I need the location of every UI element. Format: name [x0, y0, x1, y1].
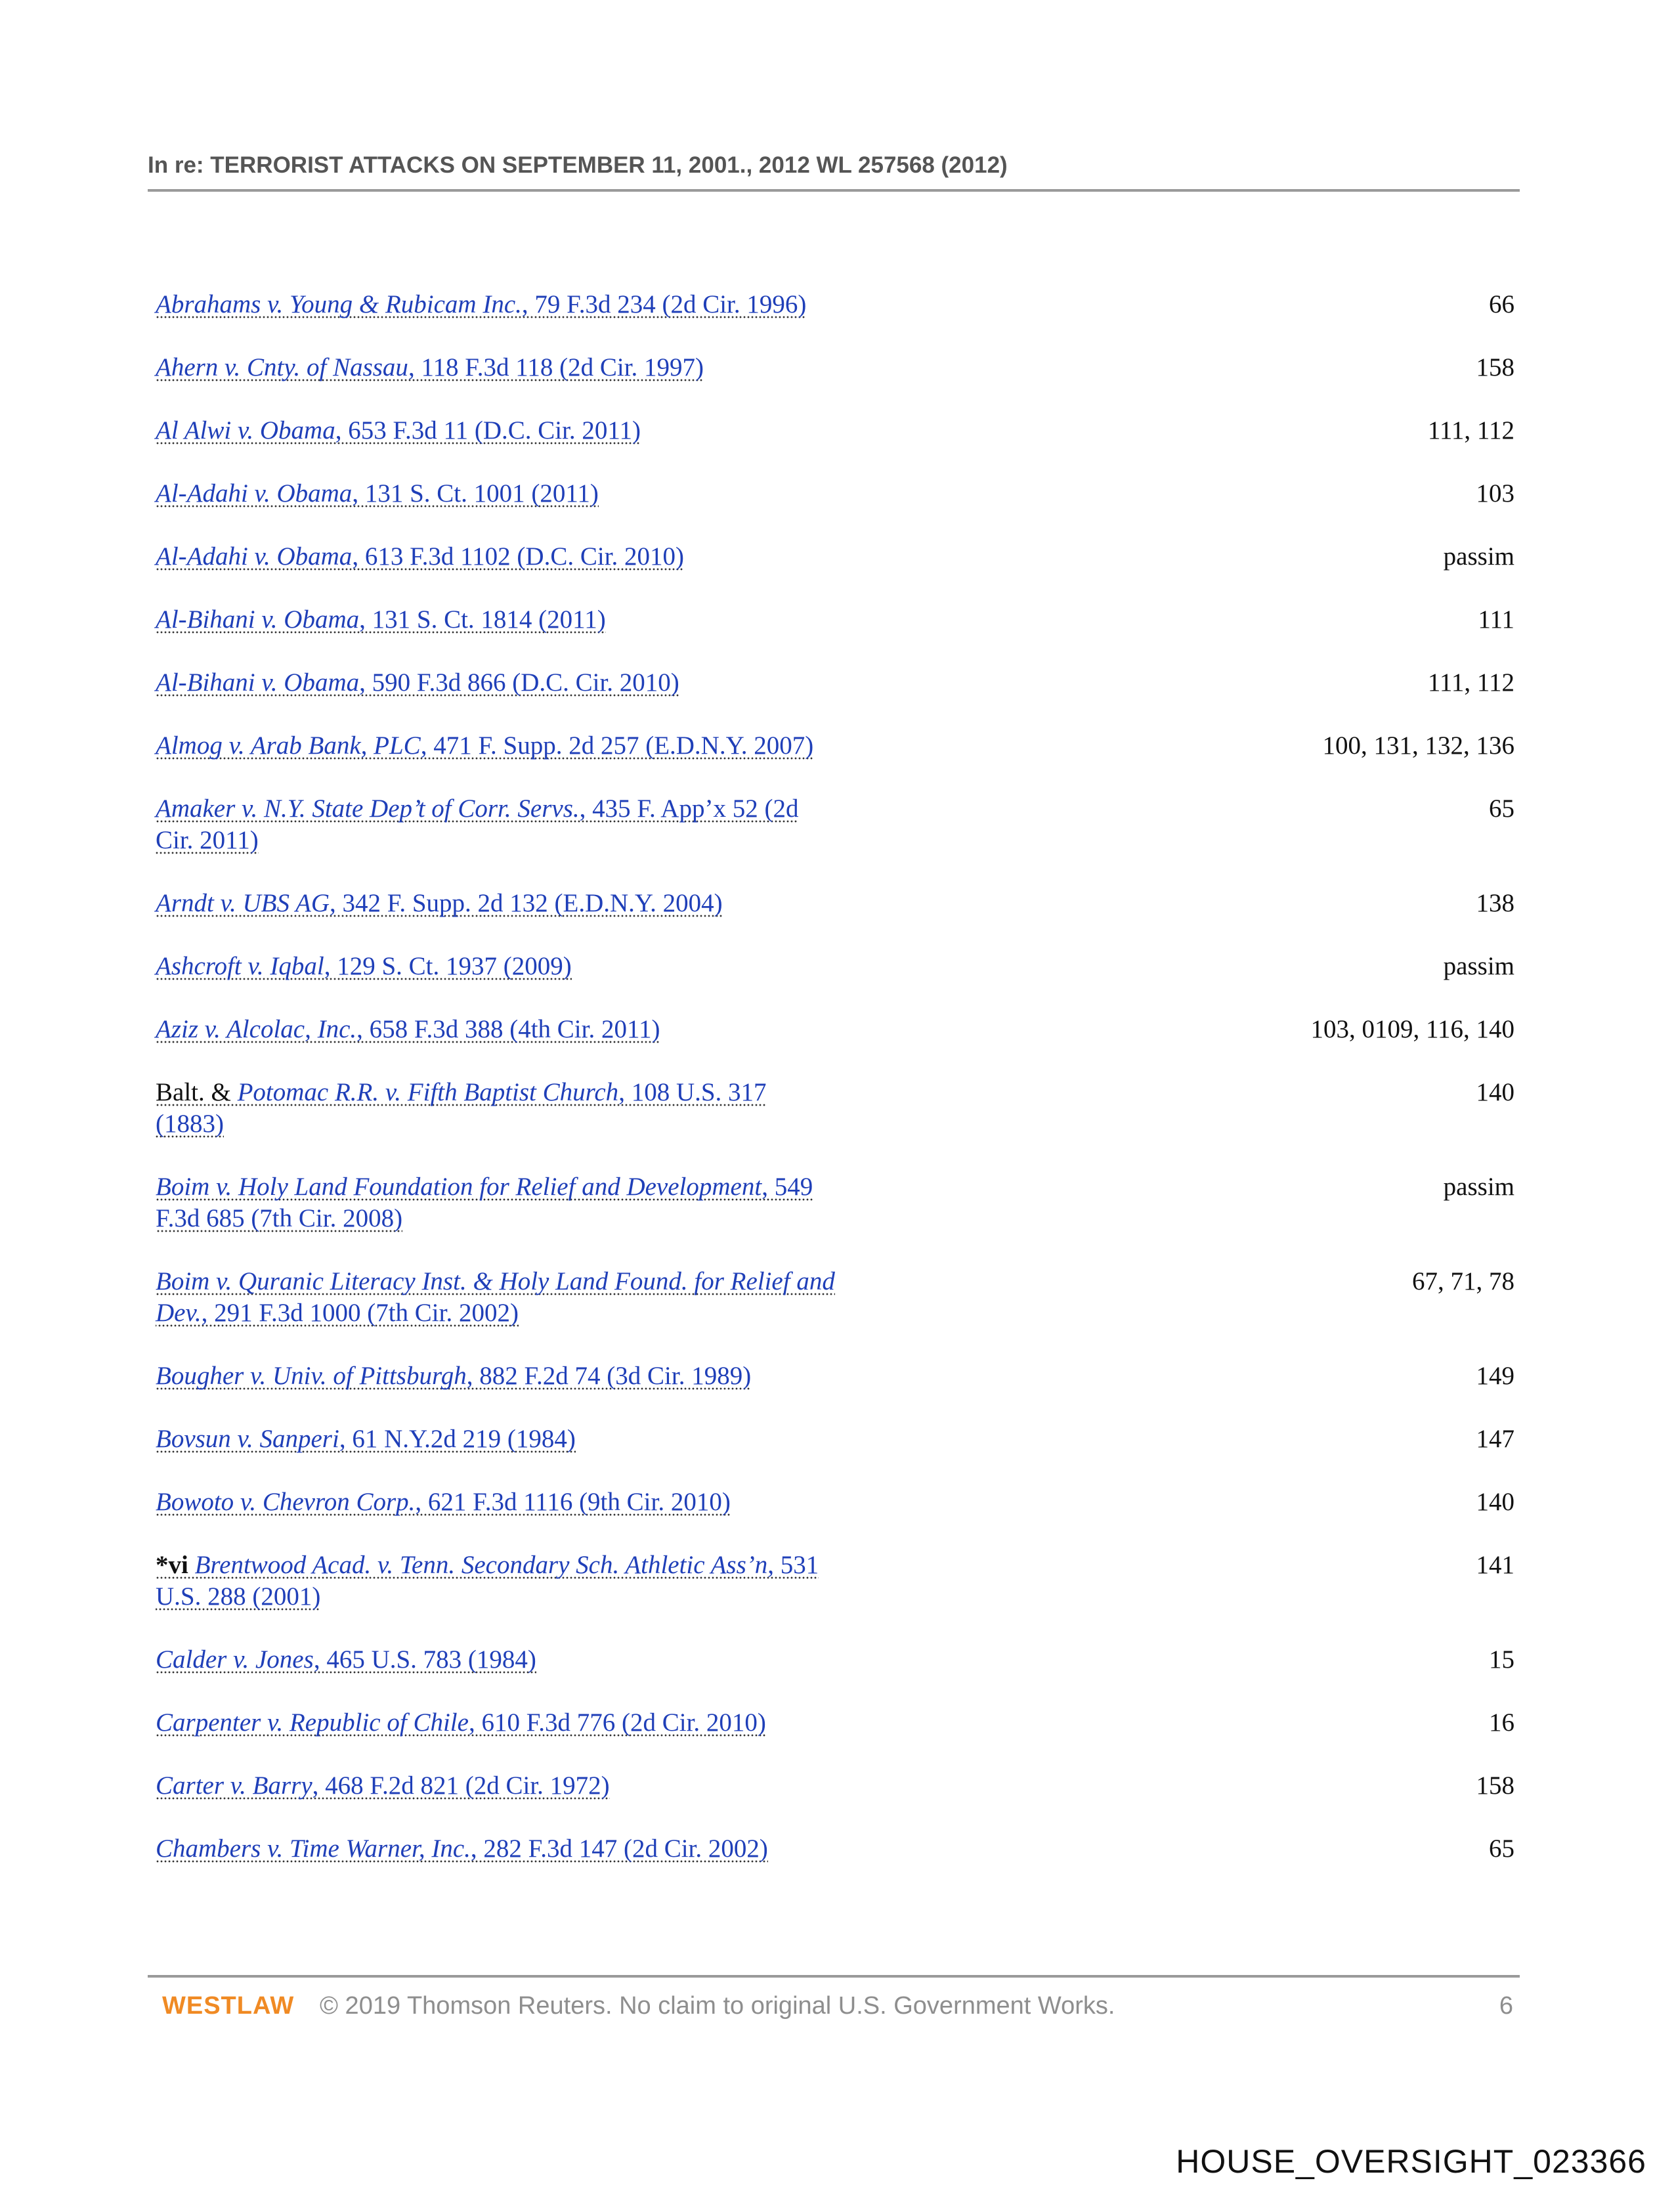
case-name-link[interactable]: Ahern v. Cnty. of Nassau [156, 353, 408, 381]
reporter-citation[interactable]: , 465 U.S. 783 (1984) [313, 1645, 536, 1674]
case-name-link[interactable]: Abrahams v. Young & Rubicam Inc. [156, 290, 522, 318]
page-references: 100, 131, 132, 136 [1322, 731, 1514, 760]
citation [156, 1770, 835, 1802]
case-name-link[interactable]: Ashcroft v. Iqbal [156, 952, 324, 980]
reporter-citation[interactable]: , 131 S. Ct. 1001 (2011) [352, 479, 599, 508]
authority-entry [156, 1077, 1514, 1140]
case-name-link[interactable]: Al-Bihani v. Obama [156, 605, 360, 634]
citation [156, 1014, 835, 1045]
page-references: 140 [1476, 1078, 1514, 1106]
page-references: 65 [1489, 794, 1514, 823]
citation [156, 1486, 835, 1518]
case-name-link[interactable]: Al-Adahi v. Obama [156, 542, 353, 571]
citation [156, 1360, 835, 1392]
reporter-citation[interactable]: , 129 S. Ct. 1937 (2009) [324, 952, 572, 980]
citation-text [156, 731, 813, 760]
citation-text [156, 1488, 731, 1516]
page-references: 147 [1476, 1425, 1514, 1453]
authority-entry [156, 289, 1514, 320]
citation [156, 1550, 835, 1613]
reporter-citation[interactable]: , 291 F.3d 1000 (7th Cir. 2002) [201, 1299, 519, 1327]
case-name-link[interactable]: Aziz v. Alcolac, Inc. [156, 1015, 357, 1043]
page-references: 66 [1489, 290, 1514, 318]
star-page-marker: *vi [156, 1551, 195, 1579]
authority-entry [156, 1644, 1514, 1676]
citation [156, 1171, 835, 1234]
citation-text [156, 1771, 610, 1800]
case-name-link[interactable]: Al-Adahi v. Obama [156, 479, 353, 508]
reporter-citation[interactable]: , 549 F.3d 685 (7th Cir. 2008) [156, 1173, 813, 1232]
authority-entry [156, 478, 1514, 510]
citation-text [156, 952, 572, 980]
citation [156, 730, 835, 762]
page-references: passim [1443, 952, 1514, 980]
authority-entry [156, 1833, 1514, 1865]
reporter-citation[interactable]: , 468 F.2d 821 (2d Cir. 1972) [312, 1771, 610, 1800]
authority-entry [156, 730, 1514, 762]
citation-text [156, 353, 704, 381]
authority-entry [156, 888, 1514, 919]
citation [156, 1833, 835, 1865]
citation [156, 1644, 835, 1676]
case-name-link[interactable]: Calder v. Jones [156, 1645, 314, 1674]
case-name-prefix: Balt. & [156, 1078, 238, 1106]
authority-entry [156, 667, 1514, 699]
authority-entry [156, 1014, 1514, 1045]
case-name-link[interactable]: Arndt v. UBS AG [156, 889, 330, 917]
authority-entry [156, 352, 1514, 383]
citation-text [156, 1708, 766, 1737]
citation-text [156, 1078, 767, 1138]
page-references: 111 [1478, 605, 1514, 634]
reporter-citation[interactable]: , 613 F.3d 1102 (D.C. Cir. 2010) [352, 542, 685, 571]
page-references: 141 [1476, 1551, 1514, 1579]
case-name-link[interactable]: Almog v. Arab Bank, PLC [156, 731, 421, 760]
bates-stamp: HOUSE_OVERSIGHT_023366 [1176, 2143, 1646, 2180]
case-name-link[interactable]: Carter v. Barry [156, 1771, 312, 1800]
page-references: 67, 71, 78 [1412, 1267, 1514, 1295]
authority-entry [156, 1423, 1514, 1455]
reporter-citation[interactable]: , 79 F.3d 234 (2d Cir. 1996) [521, 290, 807, 318]
page-references: passim [1443, 542, 1514, 571]
page-references: 16 [1489, 1708, 1514, 1737]
citation-text [156, 1425, 576, 1453]
citation-text [156, 290, 806, 318]
page-references: 149 [1476, 1362, 1514, 1390]
reporter-citation[interactable]: , 131 S. Ct. 1814 (2011) [359, 605, 606, 634]
authority-entry [156, 541, 1514, 573]
reporter-citation[interactable]: , 342 F. Supp. 2d 132 (E.D.N.Y. 2004) [330, 889, 723, 917]
authority-entry [156, 951, 1514, 982]
citation [156, 541, 835, 573]
westlaw-logo: WESTLAW [162, 1992, 295, 2020]
case-name-link[interactable]: Boim v. Quranic Literacy Inst. & Holy Land Found. for Relief and Dev. [156, 1267, 835, 1327]
reporter-citation[interactable]: , 658 F.3d 388 (4th Cir. 2011) [356, 1015, 660, 1043]
case-name-link[interactable]: Potomac R.R. v. Fifth Baptist Church [237, 1078, 619, 1106]
case-name-link[interactable]: Carpenter v. Republic of Chile [156, 1708, 469, 1737]
citation-text [156, 668, 679, 697]
case-name-link[interactable]: Bowoto v. Chevron Corp. [156, 1488, 416, 1516]
authority-entry [156, 1550, 1514, 1613]
citation [156, 951, 835, 982]
page-references: 158 [1476, 353, 1514, 381]
page-footer [148, 1975, 1520, 2028]
authority-entry [156, 604, 1514, 636]
citation-text [156, 1551, 819, 1611]
reporter-citation[interactable]: , 610 F.3d 776 (2d Cir. 2010) [468, 1708, 766, 1737]
authority-entry [156, 1171, 1514, 1234]
reporter-citation[interactable]: , 882 F.2d 74 (3d Cir. 1989) [466, 1362, 752, 1390]
citation [156, 793, 835, 856]
reporter-citation[interactable]: , 282 F.3d 147 (2d Cir. 2002) [470, 1834, 768, 1863]
authority-entry [156, 1770, 1514, 1802]
page-references: 138 [1476, 889, 1514, 917]
citation [156, 415, 835, 446]
reporter-citation[interactable]: , 653 F.3d 11 (D.C. Cir. 2011) [335, 416, 641, 445]
copyright-notice: © 2019 Thomson Reuters. No claim to original U.S. Government Works. [320, 1992, 1115, 2020]
authority-entry [156, 1707, 1514, 1739]
citation [156, 352, 835, 383]
page-references: 111, 112 [1427, 416, 1514, 445]
authority-entry [156, 415, 1514, 446]
running-header [148, 148, 1520, 192]
reporter-citation[interactable]: , 435 F. App’x 52 (2d Cir. 2011) [156, 794, 799, 854]
citation-text [156, 1645, 536, 1674]
citation [156, 1266, 835, 1329]
case-name-link[interactable]: Bovsun v. Sanperi [156, 1425, 339, 1453]
citation [156, 289, 835, 320]
page-references: 15 [1489, 1645, 1514, 1674]
citation-text [156, 794, 798, 854]
document-title: In re: TERRORIST ATTACKS ON SEPTEMBER 11, 2001., 2012 WL 257568 (2012) [148, 152, 1008, 178]
authority-entry [156, 1360, 1514, 1392]
page-references: 111, 112 [1427, 668, 1514, 697]
case-name-link[interactable]: Brentwood Acad. v. Tenn. Secondary Sch. Athletic Ass’n [194, 1551, 768, 1579]
authority-entry [156, 1266, 1514, 1329]
case-name-link[interactable]: Amaker v. N.Y. State Dep’t of Corr. Servs. [156, 794, 580, 823]
page-references: 158 [1476, 1771, 1514, 1800]
citation [156, 888, 835, 919]
authority-entry [156, 793, 1514, 856]
citation [156, 1707, 835, 1739]
citation-text [156, 542, 684, 571]
citation-text [156, 416, 641, 445]
reporter-citation[interactable]: , 621 F.3d 1116 (9th Cir. 2010) [415, 1488, 731, 1516]
reporter-citation[interactable]: , 108 U.S. 317 (1883) [156, 1078, 767, 1138]
case-name-link[interactable]: Chambers v. Time Warner, Inc. [156, 1834, 471, 1863]
case-name-link[interactable]: Bougher v. Univ. of Pittsburgh [156, 1362, 467, 1390]
citation [156, 604, 835, 636]
citation-text [156, 889, 723, 917]
page-number: 6 [1499, 1992, 1513, 2020]
reporter-citation[interactable]: , 61 N.Y.2d 219 (1984) [339, 1425, 576, 1453]
citation [156, 1077, 835, 1140]
citation-text [156, 605, 606, 634]
citation-text [156, 1267, 835, 1327]
page-references: 103, 0109, 116, 140 [1310, 1015, 1514, 1043]
citation-text [156, 1173, 813, 1232]
reporter-citation[interactable]: , 471 F. Supp. 2d 257 (E.D.N.Y. 2007) [420, 731, 814, 760]
citation [156, 1423, 835, 1455]
citation-text [156, 1362, 751, 1390]
reporter-citation[interactable]: , 118 F.3d 118 (2d Cir. 1997) [408, 353, 704, 381]
citation-text [156, 1834, 768, 1863]
table-of-authorities [156, 289, 1514, 1896]
authority-entry [156, 1486, 1514, 1518]
reporter-citation[interactable]: , 590 F.3d 866 (D.C. Cir. 2010) [359, 668, 679, 697]
case-name-link[interactable]: Al-Bihani v. Obama [156, 668, 360, 697]
page-references: 140 [1476, 1488, 1514, 1516]
reporter-citation[interactable]: , 531 U.S. 288 (2001) [156, 1551, 819, 1611]
case-name-link[interactable]: Boim v. Holy Land Foundation for Relief and Development [156, 1173, 762, 1201]
citation-text [156, 479, 599, 508]
citation [156, 667, 835, 699]
page-references: passim [1443, 1173, 1514, 1201]
citation-text [156, 1015, 660, 1043]
page-references: 103 [1476, 479, 1514, 508]
page-references: 65 [1489, 1834, 1514, 1863]
citation [156, 478, 835, 510]
case-name-link[interactable]: Al Alwi v. Obama [156, 416, 335, 445]
